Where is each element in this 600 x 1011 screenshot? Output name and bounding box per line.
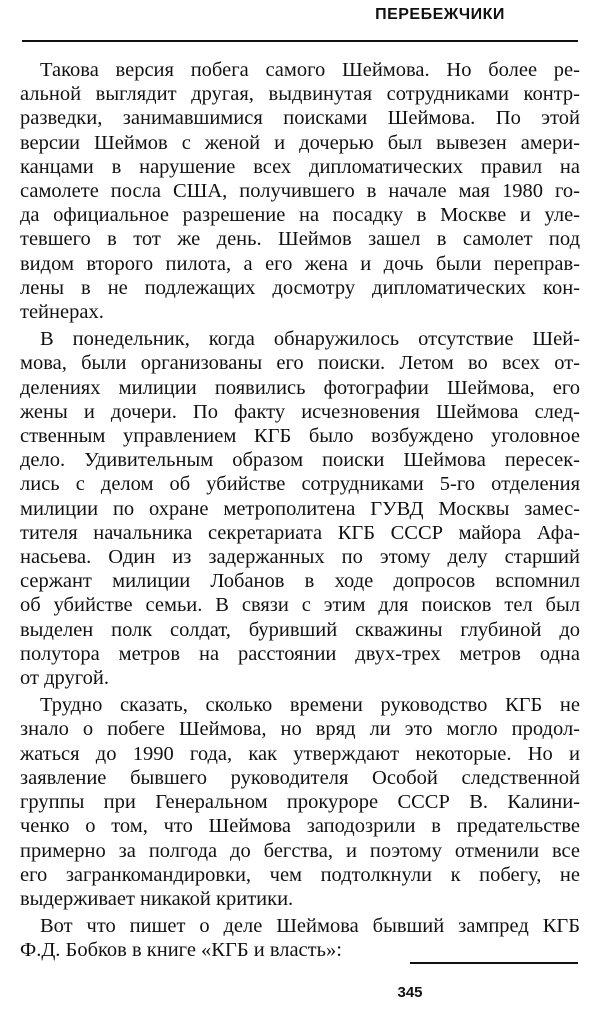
body-text: [20, 58, 580, 966]
text-line: разведки, занимавшимися поисками Шеймова. По этой: [20, 107, 580, 130]
footer-rule: [410, 962, 578, 964]
header-rule: [22, 40, 578, 42]
text-line: тителя начальника секретариата КГБ СССР майора Афа-: [20, 521, 580, 544]
running-title: ПЕРЕБЕЖЧИКИ: [375, 6, 505, 23]
text-line: тейнерах.: [20, 301, 104, 324]
text-line: выделен полк солдат, буривший скважины глубиной до: [20, 618, 580, 641]
page-number: 345: [397, 984, 423, 1001]
text-line: мова, были организованы его поиски. Летом во всех от-: [20, 352, 580, 375]
text-line: насьева. Один из задержанных по этому делу старший: [20, 546, 580, 569]
text-line: его загранкомандировки, чем подтолкнули к побегу, не: [20, 863, 580, 886]
text-line: да официальное разрешение на посадку в Москве и уле-: [20, 204, 580, 227]
text-line: полутора метров на расстоянии двух-трех метров одна: [20, 642, 580, 665]
text-line: выдерживает никакой критики.: [20, 887, 294, 910]
text-line: лены в не подлежащих досмотру дипломатических кон-: [20, 276, 580, 299]
text-line: Вот что пишет о деле Шеймова бывший зампред КГБ: [40, 915, 580, 938]
text-line: видом второго пилота, а его жена и дочь были переправ-: [20, 252, 580, 275]
text-line: сержант милиции Лобанов в ходе допросов вспомнил: [20, 570, 580, 593]
paragraph: [20, 914, 580, 962]
text-line: В понедельник, когда обнаружилось отсутствие Шей-: [40, 328, 580, 351]
text-line: об убийстве семьи. В связи с этим для поисков тел был: [20, 594, 580, 617]
text-line: версии Шеймов с женой и дочерью был вывезен амери-: [20, 131, 580, 154]
text-line: Трудно сказать, сколько времени руководство КГБ не: [40, 694, 580, 717]
paragraph: [20, 58, 580, 324]
text-line: делениях милиции появились фотографии Шеймова, его: [20, 376, 580, 399]
text-line: самолете посла США, получившего в начале мая 1980 го-: [20, 180, 580, 203]
paragraph: [20, 327, 580, 690]
text-line: Ф.Д. Бобков в книге «КГБ и власть»:: [20, 939, 342, 962]
text-line: знало о побеге Шеймова, но вряд ли это могло продол-: [20, 718, 580, 741]
text-line: милиции по охране метрополитена ГУВД Москвы замес-: [20, 497, 580, 520]
text-line: ственным управлением КГБ было возбуждено уголовное: [20, 425, 580, 448]
text-line: Такова версия побега самого Шеймова. Но более ре-: [40, 59, 580, 81]
text-line: жаться до 1990 года, как утверждают некоторые. Но и: [20, 742, 580, 765]
text-line: примерно за полгода до бегства, и поэтому отменили все: [20, 839, 580, 862]
text-line: ченко о том, что Шеймова заподозрили в предательстве: [20, 815, 580, 838]
text-line: жены и дочери. По факту исчезновения Шеймова след-: [20, 400, 580, 423]
text-line: заявление бывшего руководителя Особой следственной: [20, 766, 580, 789]
text-line: лись с делом об убийстве сотрудниками 5-го отделения: [20, 473, 580, 496]
paragraph: [20, 693, 580, 911]
text-line: дело. Удивительным образом поиски Шеймова пересек-: [20, 449, 580, 472]
text-line: группы при Генеральном прокуроре СССР В. Калини-: [20, 791, 580, 814]
text-line: канцами в нарушение всех дипломатических правил на: [20, 155, 580, 178]
text-line: альной выглядит другая, выдвинутая сотрудниками контр-: [20, 83, 580, 106]
text-line: от другой.: [20, 667, 109, 690]
text-line: тевшего в тот же день. Шеймов зашел в самолет под: [20, 228, 580, 251]
